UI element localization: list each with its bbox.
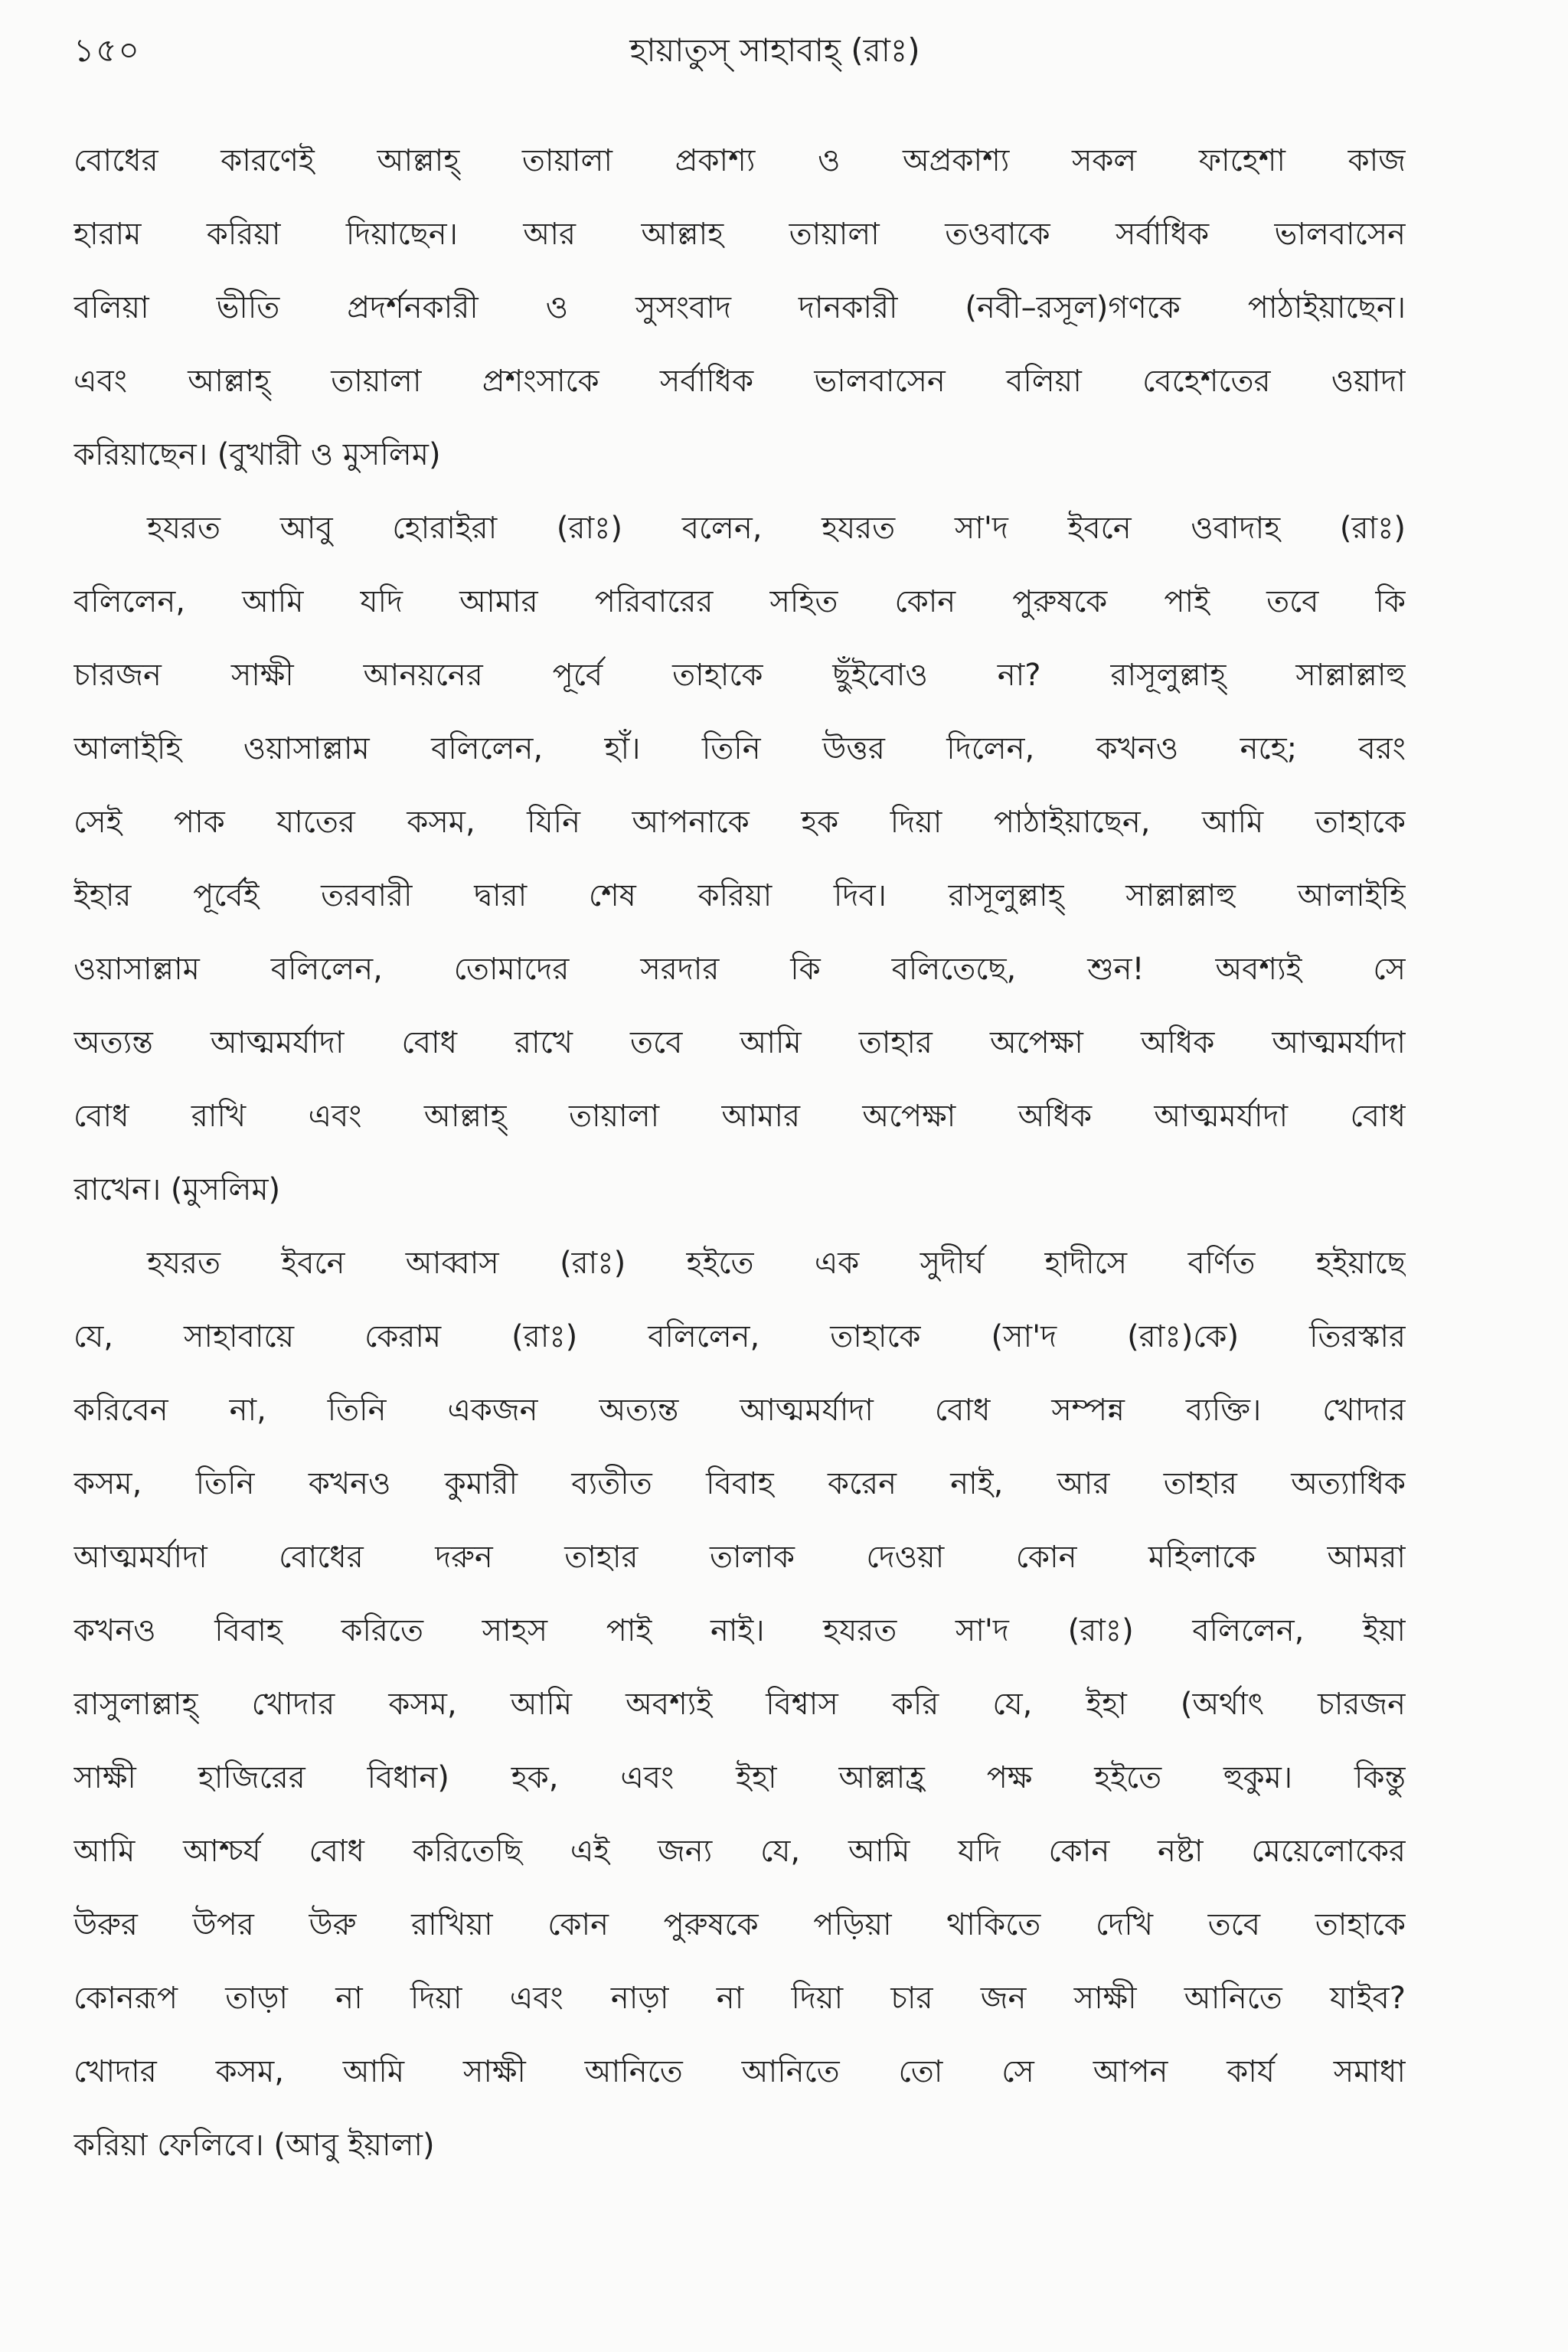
text-line: করিবেন না, তিনি একজন অত্যন্ত আত্মমর্যাদা বোধ সম্পন্ন ব্যক্তি। খোদার (74, 1393, 1406, 1428)
text-line: বোধ রাখি এবং আল্লাহ্ তায়ালা আমার অপেক্ষা অধিক আত্মমর্যাদা বোধ (74, 1099, 1406, 1134)
paragraph-start-line: হযরত ইবনে আব্বাস (রাঃ) হইতে এক সুদীর্ঘ হাদীসে বর্ণিত হইয়াছে (147, 1246, 1406, 1281)
text-line: সেই পাক যাতের কসম, যিনি আপনাকে হক দিয়া পাঠাইয়াছেন, আমি তাহাকে (74, 805, 1406, 840)
text-line: হারাম করিয়া দিয়াছেন। আর আল্লাহ তায়ালা তওবাকে সর্বাধিক ভালবাসেন (74, 217, 1406, 252)
text-line: করিয়া ফেলিবে। (আবু ইয়ালা) (74, 2128, 435, 2163)
text-line: সাক্ষী হাজিরের বিধান) হক, এবং ইহা আল্লাহ্র পক্ষ হইতে হুকুম। কিন্তু (74, 1760, 1406, 1795)
page-number: ১৫০ (74, 31, 141, 69)
text-line: চারজন সাক্ষী আনয়নের পূর্বে তাহাকে ছুঁইবোও না? রাসূলুল্লাহ্ সাল্লাল্লাহু (74, 658, 1406, 693)
text-line: ওয়াসাল্লাম বলিলেন, তোমাদের সরদার কি বলিতেছে, শুন! অবশ্যই সে (74, 952, 1406, 987)
text-line: খোদার কসম, আমি সাক্ষী আনিতে আনিতে তো সে আপন কার্য সমাধা (74, 2054, 1406, 2089)
text-line: বলিয়া ভীতি প্রদর্শনকারী ও সুসংবাদ দানকারী (নবী–রসূল)গণকে পাঠাইয়াছেন। (74, 290, 1406, 325)
text-line: এবং আল্লাহ্ তায়ালা প্রশংসাকে সর্বাধিক ভালবাসেন বলিয়া বেহেশতের ওয়াদা (74, 364, 1406, 399)
text-line: আলাইহি ওয়াসাল্লাম বলিলেন, হাঁ। তিনি উত্তর দিলেন, কখনও নহে; বরং (74, 731, 1406, 766)
text-line: করিয়াছেন। (বুখারী ও মুসলিম) (74, 437, 441, 472)
body-text (74, 124, 1406, 2182)
text-line: যে, সাহাবায়ে কেরাম (রাঃ) বলিলেন, তাহাকে (সা'দ (রাঃ)কে) তিরস্কার (74, 1319, 1406, 1354)
text-line: রাখেন। (মুসলিম) (74, 1172, 281, 1207)
text-line: আত্মমর্যাদা বোধের দরুন তাহার তালাক দেওয়া কোন মহিলাকে আমরা (74, 1540, 1406, 1575)
text-line: ইহার পূর্বেই তরবারী দ্বারা শেষ করিয়া দিব। রাসূলুল্লাহ্ সাল্লাল্লাহু আলাইহি (74, 878, 1406, 913)
page-header (74, 28, 1476, 81)
text-line: উরুর উপর উরু রাখিয়া কোন পুরুষকে পড়িয়া থাকিতে দেখি তবে তাহাকে (74, 1907, 1406, 1942)
text-line: আমি আশ্চর্য বোধ করিতেছি এই জন্য যে, আমি যদি কোন নষ্টা মেয়েলোকের (74, 1834, 1406, 1869)
text-line: রাসুলাল্লাহ্ খোদার কসম, আমি অবশ্যই বিশ্বাস করি যে, ইহা (অর্থাৎ চারজন (74, 1687, 1406, 1722)
text-line: কোনরূপ তাড়া না দিয়া এবং নাড়া না দিয়া চার জন সাক্ষী আনিতে যাইব? (74, 1981, 1406, 2016)
paragraph-start-line: হযরত আবু হোরাইরা (রাঃ) বলেন, হযরত সা'দ ইবনে ওবাদাহ (রাঃ) (147, 511, 1406, 546)
text-line: কখনও বিবাহ করিতে সাহস পাই নাই। হযরত সা'দ (রাঃ) বলিলেন, ইয়া (74, 1613, 1406, 1648)
text-line: কসম, তিনি কখনও কুমারী ব্যতীত বিবাহ করেন নাই, আর তাহার অত্যাধিক (74, 1466, 1406, 1501)
text-line: বলিলেন, আমি যদি আমার পরিবারের সহিত কোন পুরুষকে পাই তবে কি (74, 584, 1406, 619)
running-title: হায়াতুস্ সাহাবাহ্ (রাঃ) (629, 31, 920, 69)
text-line: অত্যন্ত আত্মমর্যাদা বোধ রাখে তবে আমি তাহার অপেক্ষা অধিক আত্মমর্যাদা (74, 1025, 1406, 1060)
text-line: বোধের কারণেই আল্লাহ্ তায়ালা প্রকাশ্য ও অপ্রকাশ্য সকল ফাহেশা কাজ (74, 143, 1406, 178)
